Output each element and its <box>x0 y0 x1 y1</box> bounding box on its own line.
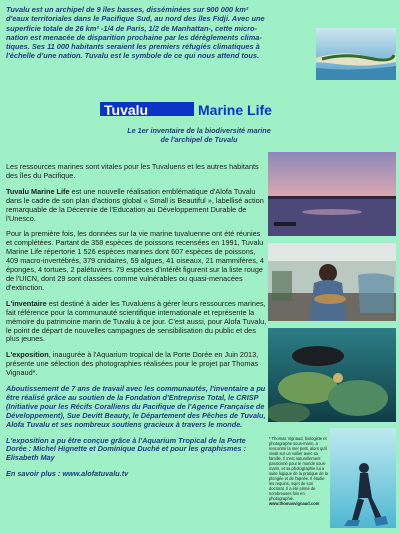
intro-line: Tuvalu est un archipel de 9 îles basses, disséminées sur 900 000 km² <box>6 5 249 14</box>
credit-text: * Thomas Vignaud, biologiste et photographe sous-marin, a rencontré la mer petit, alors qu'il vivait sur un voilier avec sa famille. Il s'est naturellement passionné pour le monde sous-marin, et sa photographie lui a suite logique de la pratique de la plongée et de l'apnée. Il étudie les requins, sujet de son doctorat. Il a été primé de nombreuses fois en photographie. <box>269 436 328 501</box>
diver-photo <box>330 428 396 528</box>
more-info <box>6 470 268 479</box>
atoll-aerial-photo <box>316 28 396 80</box>
title-tuvalu: Tuvalu <box>104 102 149 118</box>
intro-line: d'eaux territoriales dans le Pacifique Sud, au nord des îles Fidji. Avec une <box>6 14 265 24</box>
coral-reef-photo <box>268 328 396 422</box>
paragraph <box>6 351 268 378</box>
paragraph: Les ressources marines sont vitales pour les Tuvaluens et les autres habitants des îles du Pacifique. <box>6 162 259 180</box>
intro-line: tiques. Ses 11 000 habitants seraient les premiers réfugiés climatiques à <box>6 42 260 52</box>
credit-url[interactable]: www.thomasvignaud.com <box>269 501 320 506</box>
bold-lead: Tuvalu Marine Life <box>6 186 70 196</box>
more-info-label: En savoir plus : <box>6 469 63 479</box>
bold-lead: L'exposition <box>6 350 49 360</box>
fish-market-photo <box>268 243 396 321</box>
acknowledgements: Aboutissement de 7 ans de travail avec les communautés, l'inventaire a pu être réalisé grâce au soutien de la Fondation d'Entreprise Total, le CRISP (Initiative pour les Récifs Coralliens du Pacifique de l'Agence Française de Développement), Sue Devitt Beauty, le Département des Pêches de Tuvalu, Alofa Tuvalu et ses nombreux soutiens gracieux à travers le monde. <box>6 384 266 429</box>
paragraph: Pour la première fois, les données sur la vie marine tuvaluenne ont été réunies et complétées. Partant de 358 espèces de poissons recensées en 1991, Tuvalu Marine Life répertorie 1 526 espèces marines dont 607 espèces de poissons, 409 macro-invertébrés, 379 cnidaires, 59 algues, 41 oiseaux, 21 mammifères, 4 éponges, 4 tortues, 2 palétuviers. 79 espèces d'intérêt figurent sur la liste rouge de l'UICN, dont 29 sont classées comme vulnérables ou quasi-menacées d'extinction. <box>6 229 264 292</box>
paragraph <box>6 188 268 224</box>
paragraph-text: est une nouvelle réalisation emblématique d'Alofa Tuvalu dans le cadre de son plan d'actions global « Small is Beautiful », labellisé action remarquable de la Décennie de l'Education au Développement Durable de l'Unesco. <box>6 186 264 223</box>
subtitle-line: de l'archipel de Tuvalu <box>160 135 238 144</box>
intro-line: l'échelle d'une nation. Tuvalu est le symbole de ce qui nous attend tous. <box>6 51 260 61</box>
intro-line: superficie totale de 26 km² -1/4 de Paris, 1/2 de Manhattan-, cette micro- <box>6 23 257 33</box>
paragraph <box>6 300 268 345</box>
exhibition-credits: L'exposition a pu être conçue grâce à l'Aquarium Tropical de la Porte Dorée : Michel Hignette et Dominique Duché et pour les graphismes : Elisabeth May <box>6 435 247 463</box>
subtitle-line: Le 1er inventaire de la biodiversité marine <box>127 126 271 135</box>
title-block <box>100 102 310 124</box>
intro-text <box>6 5 316 61</box>
subtitle <box>104 126 294 144</box>
paragraph-text: est destiné à aider les Tuvaluens à gérer leurs ressources marines, fait référence pour la communauté scientifique internationale et représente la mémoire du patrimoine marin de Tuvalu à ce jour. C'est aussi, pour Alofa Tuvalu, le point de départ de nouvelles campagnes de sensibilisation du public et des plus jeunes. <box>6 298 267 344</box>
sunset-lagoon-photo <box>268 152 396 236</box>
article-body <box>6 163 268 486</box>
bold-lead: L'inventaire <box>6 298 47 308</box>
title-marine-life: Marine Life <box>198 102 272 118</box>
website-link[interactable]: www.alofatuvalu.tv <box>62 469 129 479</box>
intro-line: nation est menacée de disparition prochaine par les dérèglements clima- <box>6 32 262 42</box>
photographer-credit <box>269 436 329 506</box>
paragraph-text: , inaugurée à l'Aquarium tropical de la Porte Dorée en Juin 2013, présente une sélection des photographies réalisées pour le projet par Thomas Vignaud*. <box>6 350 259 378</box>
